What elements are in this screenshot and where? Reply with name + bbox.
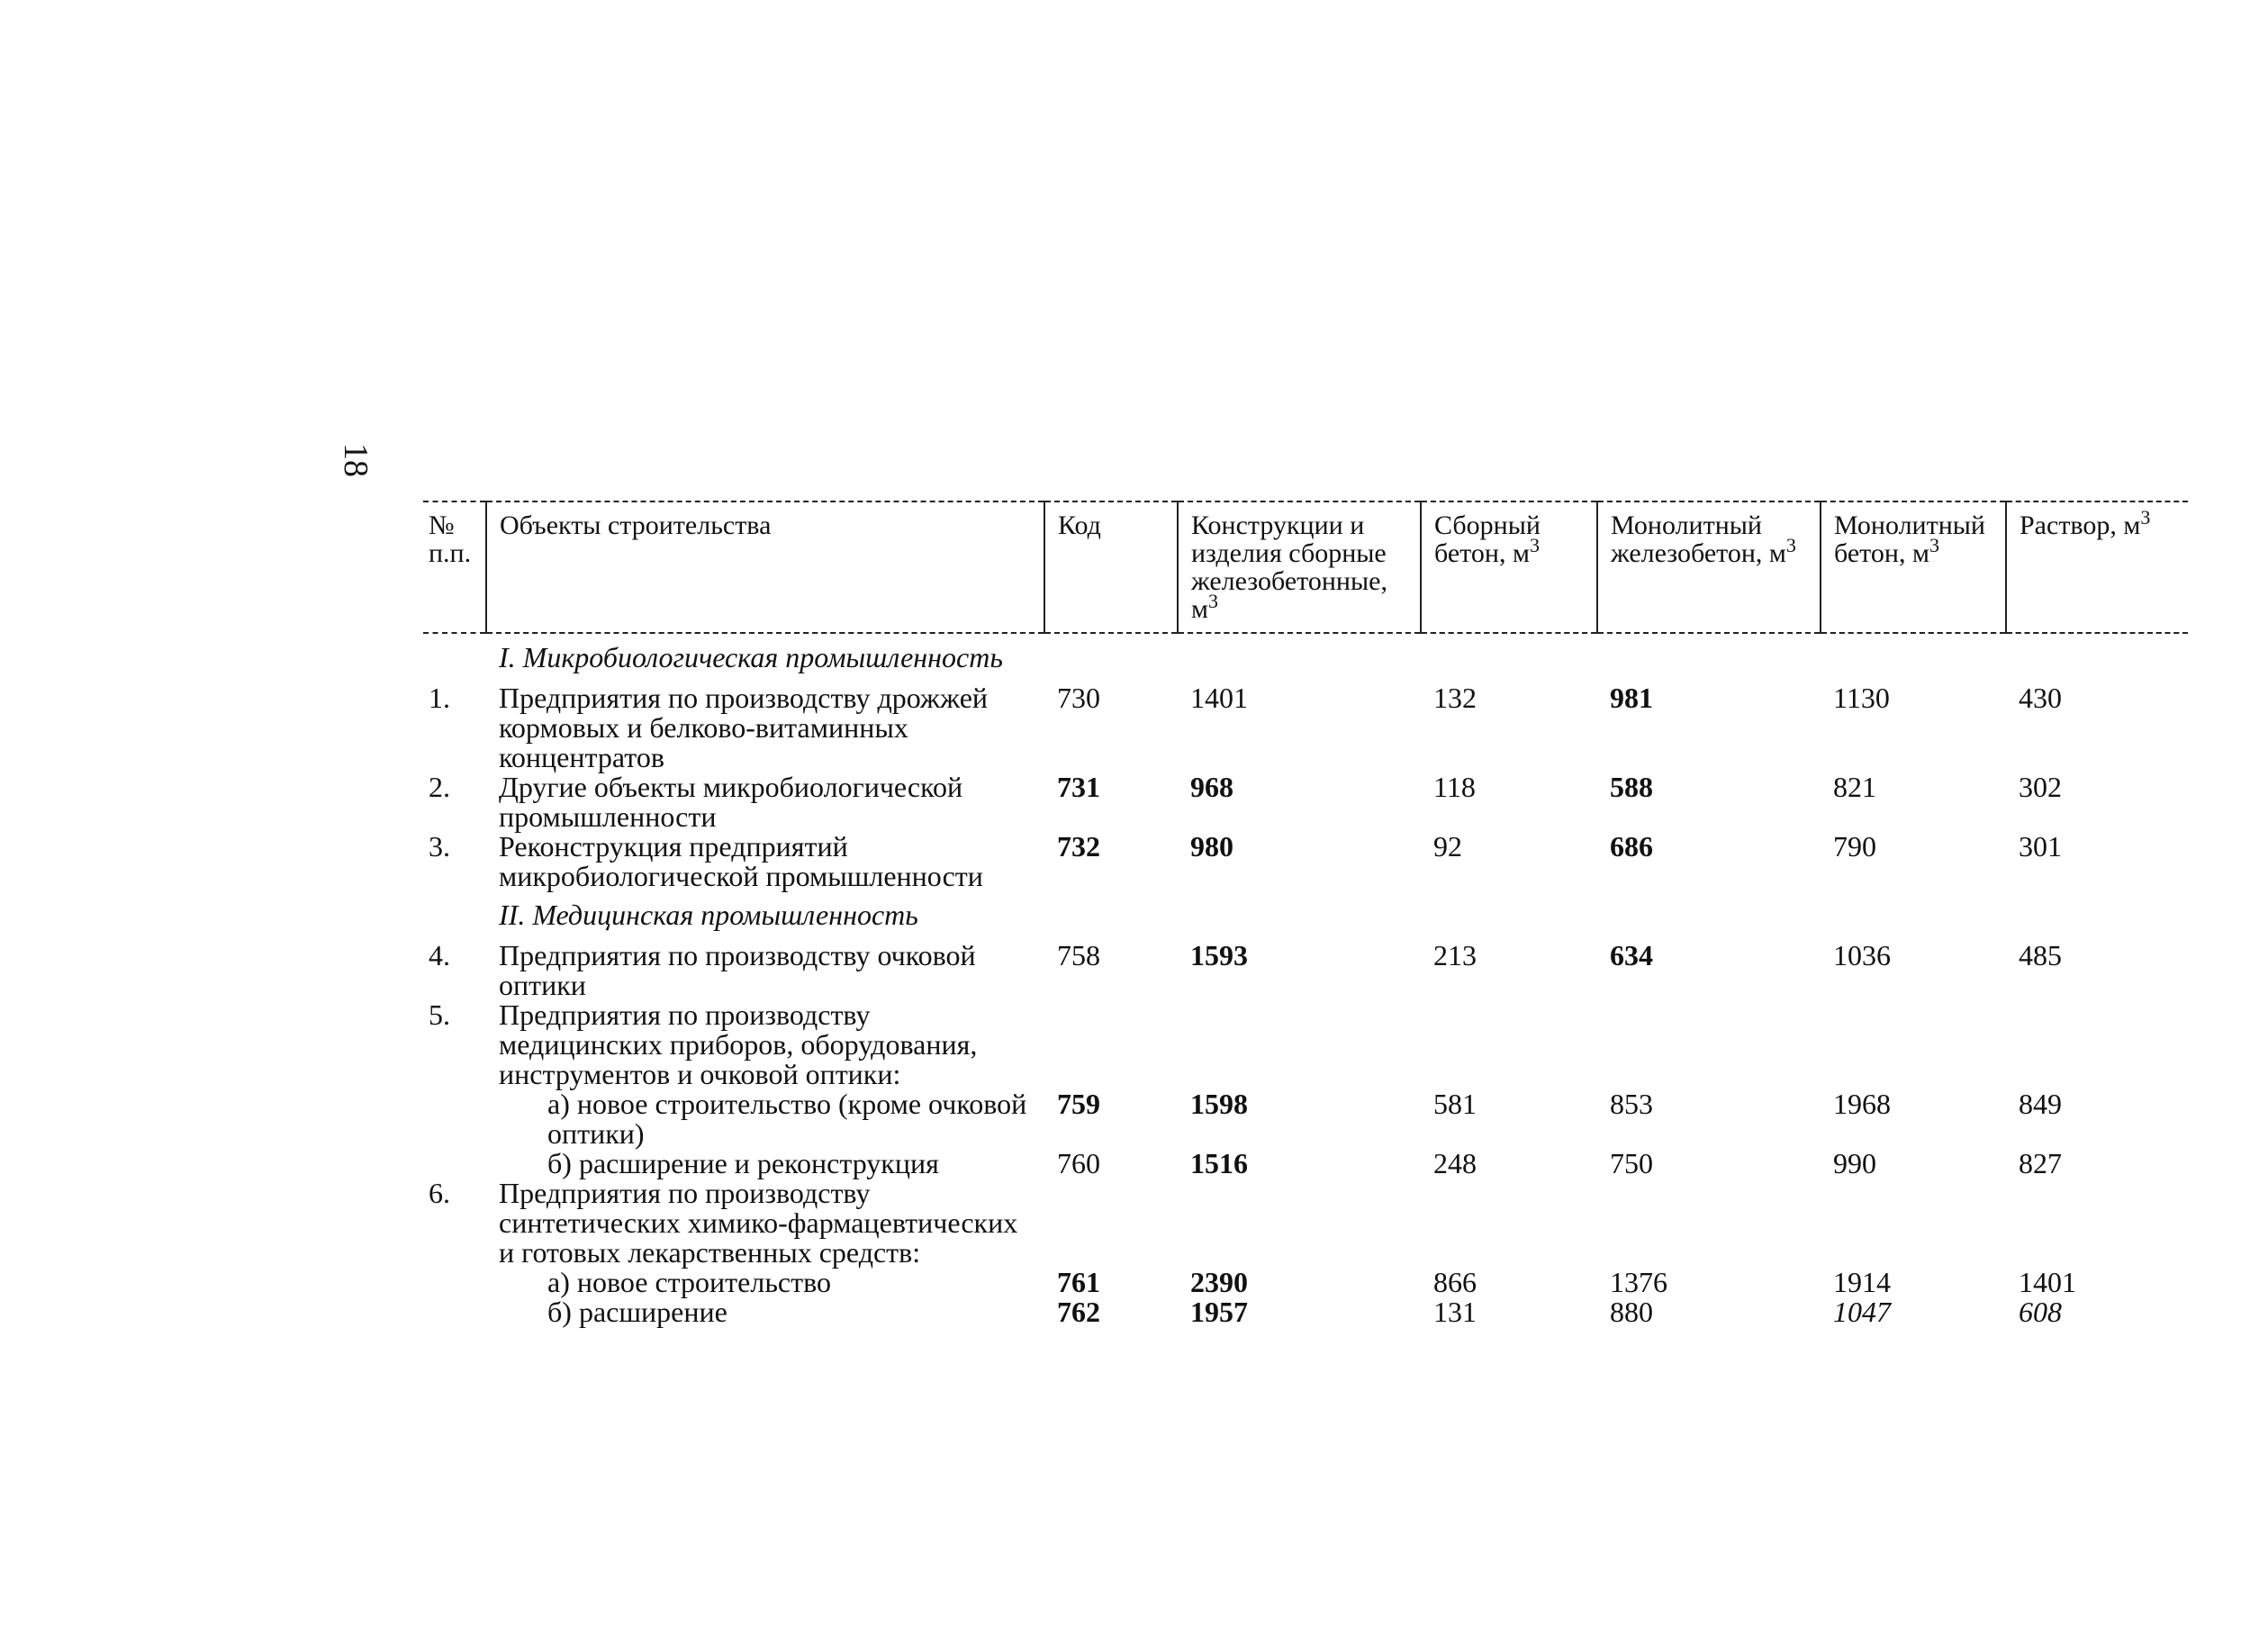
- cell-monolit-zhb: 588: [1610, 771, 1653, 803]
- page-number: 18: [337, 443, 375, 477]
- header-code: Код: [1044, 501, 1178, 633]
- cell-sborny: 866: [1433, 1266, 1477, 1298]
- cell-konstr: 1516: [1190, 1147, 1248, 1179]
- cell-monolit-b: 1036: [1833, 939, 1891, 971]
- row-number: 2.: [429, 771, 450, 803]
- cell-rastvor: 827: [2019, 1147, 2062, 1179]
- table-header: [423, 501, 2188, 633]
- cell-monolit-b: 1968: [1833, 1088, 1891, 1120]
- header-monolit-b: Монолитный бетон, $м^3$: [1821, 501, 2006, 633]
- cell-sborny: 581: [1433, 1088, 1477, 1120]
- table-row: [423, 1000, 2188, 1089]
- row-code: 761: [1057, 1266, 1100, 1298]
- cell-monolit-b: 1914: [1833, 1266, 1891, 1298]
- section-row: [423, 891, 2188, 937]
- cell-monolit-zhb: 1376: [1610, 1266, 1667, 1298]
- header-sborny: Сборный бетон, $м^3$: [1421, 501, 1597, 633]
- row-object: Предприятия по производству очковой оптики: [499, 939, 976, 1001]
- row-number: 5.: [429, 998, 450, 1031]
- cell-sborny: 118: [1433, 771, 1476, 803]
- row-object: а) новое строительство (кроме очковой оптики): [547, 1088, 1027, 1150]
- cell-monolit-zhb: 853: [1610, 1088, 1653, 1120]
- cell-konstr: 1957: [1190, 1296, 1248, 1328]
- cell-rastvor: 302: [2019, 771, 2062, 803]
- cell-sborny: 131: [1433, 1296, 1477, 1328]
- cell-sborny: 132: [1433, 682, 1477, 714]
- row-code: 762: [1057, 1296, 1100, 1328]
- cell-monolit-zhb: 750: [1610, 1147, 1653, 1179]
- cell-sborny: 248: [1433, 1147, 1477, 1179]
- materials-table: [423, 501, 2188, 1327]
- table-row: [423, 772, 2188, 832]
- cell-sborny: 92: [1433, 830, 1462, 863]
- row-object: Предприятия по производству медицинских приборов, оборудования, инструментов и очковой оптики:: [499, 998, 978, 1090]
- row-object: б) расширение и реконструкция: [547, 1147, 939, 1179]
- header-monolit-zhb: Монолитный железобетон, $м^3$: [1597, 501, 1821, 633]
- row-code: 759: [1057, 1088, 1100, 1120]
- row-object: Другие объекты микробиологической промышленности: [499, 771, 963, 833]
- cell-rastvor: 849: [2019, 1088, 2062, 1120]
- row-object: Реконструкция предприятий микробиологической промышленности: [499, 830, 983, 892]
- cell-konstr: 2390: [1190, 1266, 1248, 1298]
- header-rastvor: Раствор, $м^3$: [2006, 501, 2188, 633]
- cell-monolit-b: 790: [1833, 830, 1876, 863]
- table-row: [423, 1268, 2188, 1297]
- section-title: II. Медицинская промышленность: [499, 899, 918, 931]
- table-row: [423, 832, 2188, 891]
- cell-monolit-zhb: 634: [1610, 939, 1653, 971]
- cell-rastvor: 301: [2019, 830, 2062, 863]
- row-number: 6.: [429, 1177, 450, 1209]
- table-row: [423, 1297, 2188, 1327]
- cell-monolit-b: 1130: [1833, 682, 1890, 714]
- table-row: [423, 1179, 2188, 1268]
- cell-konstr: 1401: [1190, 682, 1248, 714]
- cell-rastvor: 1401: [2019, 1266, 2076, 1298]
- row-object: а) новое строительство: [547, 1266, 831, 1298]
- row-object: Предприятия по производству синтетических химико-фармацевтических и готовых лекарственных средств:: [499, 1177, 1018, 1269]
- cell-monolit-b: 1047: [1833, 1296, 1891, 1328]
- cell-konstr: 1593: [1190, 939, 1248, 971]
- section-title: I. Микробиологическая промышленность: [499, 641, 1003, 673]
- table-row: [423, 1149, 2188, 1179]
- cell-rastvor: 430: [2019, 682, 2062, 714]
- cell-konstr: 980: [1190, 830, 1233, 863]
- cell-rastvor: 485: [2019, 939, 2062, 971]
- cell-monolit-b: 990: [1833, 1147, 1876, 1179]
- cell-rastvor: 608: [2019, 1296, 2062, 1328]
- header-objects: Объекты строительства: [486, 501, 1044, 633]
- row-number: 3.: [429, 830, 450, 863]
- row-code: 730: [1057, 682, 1100, 714]
- table-row: [423, 937, 2188, 1000]
- row-number: 1.: [429, 682, 450, 714]
- cell-monolit-b: 821: [1833, 771, 1876, 803]
- row-number: 4.: [429, 939, 450, 971]
- cell-monolit-zhb: 686: [1610, 830, 1653, 863]
- row-code: 731: [1057, 771, 1100, 803]
- table-row: [423, 1089, 2188, 1149]
- row-code: 760: [1057, 1147, 1100, 1179]
- row-code: 758: [1057, 939, 1100, 971]
- section-row: [423, 633, 2188, 680]
- cell-monolit-zhb: 880: [1610, 1296, 1653, 1328]
- cell-konstr: 968: [1190, 771, 1233, 803]
- row-object: Предприятия по производству дрожжей кормовых и белково-витаминных концентратов: [499, 682, 989, 773]
- cell-konstr: 1598: [1190, 1088, 1248, 1120]
- cell-sborny: 213: [1433, 939, 1477, 971]
- header-num: № п.п.: [423, 501, 486, 633]
- cell-monolit-zhb: 981: [1610, 682, 1653, 714]
- header-konstr: Конструкции и изделия сборные железобетонные, $м^3$: [1178, 501, 1421, 633]
- table-row: [423, 680, 2188, 772]
- row-code: 732: [1057, 830, 1100, 863]
- row-object: б) расширение: [547, 1296, 727, 1328]
